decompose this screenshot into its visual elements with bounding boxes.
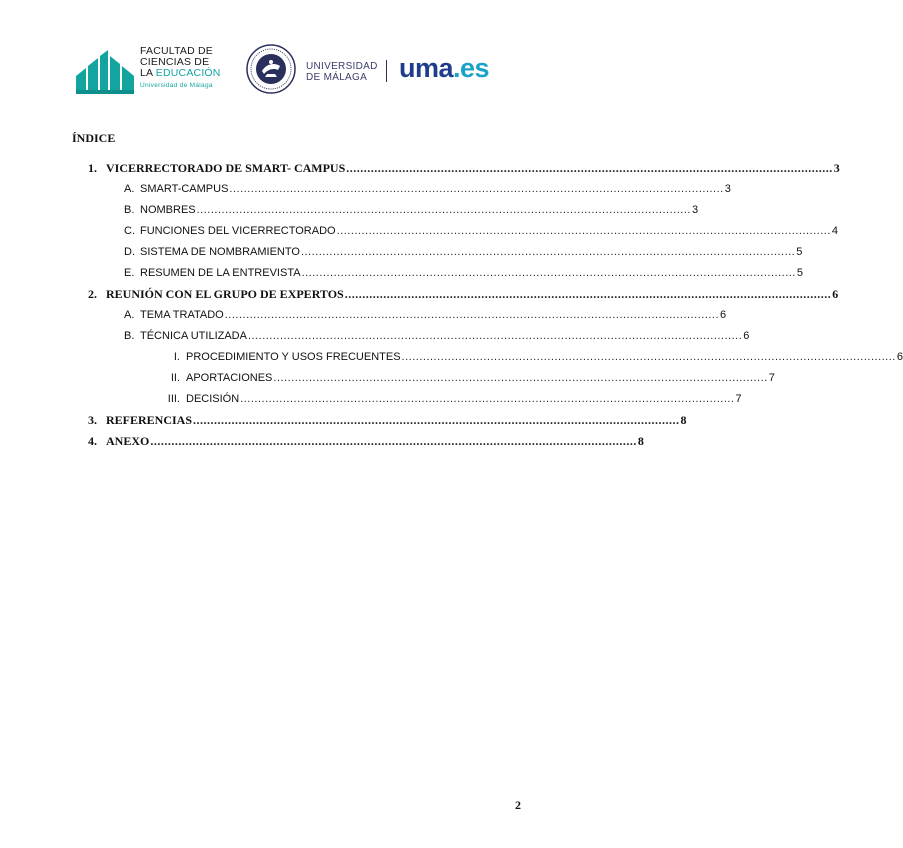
toc-entry-title: APORTACIONES xyxy=(186,372,273,384)
toc-entry[interactable] xyxy=(124,202,699,218)
toc-leader-dots: ........................................................................................................................................... xyxy=(301,267,796,279)
toc-entry-title: SMART-CAMPUS xyxy=(140,183,229,195)
toc-entry-title: ANEXO xyxy=(106,434,150,448)
toc-entry-title: VICERRECTORADO DE SMART- CAMPUS xyxy=(106,161,346,175)
toc-entry[interactable] xyxy=(124,328,750,344)
toc-entry[interactable] xyxy=(88,286,839,302)
uma-es-logo xyxy=(399,53,489,84)
university-name xyxy=(306,61,378,83)
toc-entry-number: E. xyxy=(124,267,135,279)
toc-entry-page: 3 xyxy=(691,204,699,216)
toc-leader-dots: ........................................................................................................................................... xyxy=(150,434,637,448)
toc-leader-dots: ........................................................................................................................................... xyxy=(346,161,833,175)
toc-entry-page: 7 xyxy=(735,393,742,405)
toc-entry-number: II. xyxy=(170,372,180,384)
toc-leader-dots: ........................................................................................................................................... xyxy=(401,351,896,363)
toc-leader-dots: ........................................................................................................................................... xyxy=(344,287,832,301)
toc-entry-number: III. xyxy=(167,393,180,405)
toc-entry-page: 3 xyxy=(724,183,731,195)
toc-leader-dots: ........................................................................................................................................... xyxy=(273,372,768,384)
faculty-name-educacion: EDUCACIÓN xyxy=(155,67,221,79)
uma-tld: .es xyxy=(453,53,490,83)
toc-entry-page: 5 xyxy=(796,246,803,258)
faculty-name xyxy=(140,46,240,89)
toc-entry-title: PROCEDIMIENTO Y USOS FRECUENTES xyxy=(186,351,401,363)
toc-entry-title: REFERENCIAS xyxy=(106,413,193,427)
toc-leader-dots: ........................................................................................................................................... xyxy=(247,330,743,342)
toc-entry[interactable] xyxy=(88,412,687,428)
logo-divider xyxy=(386,60,387,82)
toc-entry-page: 8 xyxy=(680,413,687,427)
toc-entry-page: 6 xyxy=(743,330,750,342)
toc-entry-page: 5 xyxy=(796,267,803,279)
toc-leader-dots: ........................................................................................................................................... xyxy=(336,225,831,237)
toc-entry-page: 6 xyxy=(832,287,839,301)
toc-title: ÍNDICE xyxy=(72,131,116,145)
toc-entry-page: 3 xyxy=(833,161,840,175)
toc-entry[interactable] xyxy=(124,223,839,239)
toc-entry-title: TÉCNICA UTILIZADA xyxy=(140,330,247,342)
faculty-name-line-2: CIENCIAS DE xyxy=(140,56,210,68)
toc-entry[interactable] xyxy=(88,433,644,449)
toc-entry-page: 4 xyxy=(831,225,839,237)
university-name-line-1: UNIVERSIDAD xyxy=(306,61,378,72)
toc-leader-dots: ........................................................................................................................................... xyxy=(193,413,680,427)
toc-leader-dots: ........................................................................................................................................... xyxy=(196,204,691,216)
toc-entry-number: B. xyxy=(124,204,135,216)
toc-entry[interactable] xyxy=(124,265,803,281)
toc-entry-title: FUNCIONES DEL VICERRECTORADO xyxy=(140,225,336,237)
university-seal-icon xyxy=(246,44,296,94)
toc-entry[interactable] xyxy=(124,244,803,260)
toc-entry-number: 2. xyxy=(88,287,97,301)
toc-entry[interactable] xyxy=(146,391,742,407)
toc-entry-page: 6 xyxy=(896,351,903,363)
toc-entry-title: NOMBRES xyxy=(140,204,196,216)
toc-entry-number: I. xyxy=(173,351,180,363)
toc-entry[interactable] xyxy=(146,349,903,365)
toc-entry-title: REUNIÓN CON EL GRUPO DE EXPERTOS xyxy=(106,287,344,301)
toc-entry-number: B. xyxy=(124,330,135,342)
faculty-subtitle: Universidad de Málaga xyxy=(140,82,213,89)
toc-entry-number: D. xyxy=(124,246,135,258)
toc-entry[interactable] xyxy=(124,307,727,323)
toc-entry-page: 6 xyxy=(720,309,727,321)
toc-entry[interactable] xyxy=(124,181,731,197)
toc-leader-dots: ........................................................................................................................................... xyxy=(224,309,720,321)
toc-entry-title: RESUMEN DE LA ENTREVISTA xyxy=(140,267,301,279)
faculty-name-line-1: FACULTAD DE xyxy=(140,45,213,57)
toc-entry-page: 8 xyxy=(637,434,644,448)
toc-leader-dots: ........................................................................................................................................... xyxy=(229,183,724,195)
toc-leader-dots: ........................................................................................................................................... xyxy=(240,393,735,405)
toc-entry-page: 7 xyxy=(768,372,775,384)
toc-entry[interactable] xyxy=(88,160,840,176)
faculty-name-la: LA xyxy=(140,67,156,79)
university-name-line-2: DE MÁLAGA xyxy=(306,72,368,83)
toc-entry-title: SISTEMA DE NOMBRAMIENTO xyxy=(140,246,300,258)
toc-entry-number: 3. xyxy=(88,413,97,427)
faculty-logo-mark-icon xyxy=(76,50,134,94)
toc-leader-dots: ........................................................................................................................................... xyxy=(300,246,796,258)
faculty-name-line-3 xyxy=(140,68,240,79)
faculty-logo xyxy=(76,42,236,100)
toc-entry-number: A. xyxy=(124,309,135,321)
toc-entry-number: C. xyxy=(124,225,135,237)
page-number: 2 xyxy=(515,798,521,812)
toc-entry-number: 4. xyxy=(88,434,97,448)
toc-entry-number: A. xyxy=(124,183,135,195)
toc-entry-title: TEMA TRATADO xyxy=(140,309,224,321)
toc-entry-number: 1. xyxy=(88,161,97,175)
toc-entry-title: DECISIÓN xyxy=(186,393,240,405)
uma-brand: uma xyxy=(399,53,454,83)
toc-entry[interactable] xyxy=(146,370,775,386)
